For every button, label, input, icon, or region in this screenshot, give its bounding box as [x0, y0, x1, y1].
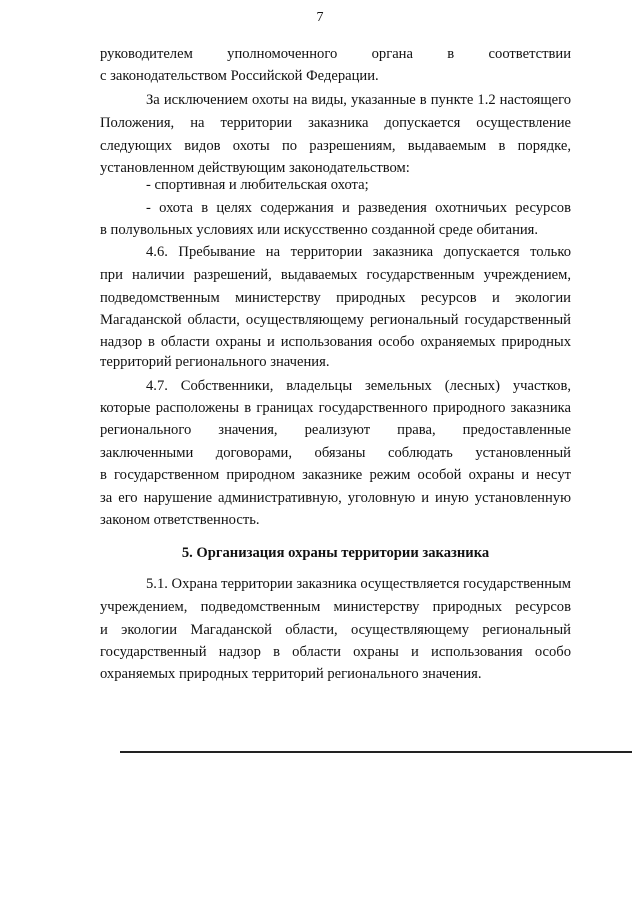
text-line: заключенными договорами, обязаны соблюдать установленный [100, 445, 571, 461]
text-line: с законодательством Российской Федерации. [100, 68, 379, 84]
text-line: 5.1. Охрана территории заказника осуществляется государственным [146, 576, 572, 592]
page-number: 7 [316, 10, 324, 25]
text-line: учреждением, подведомственным министерству природных ресурсов [100, 599, 571, 615]
text-line: 4.6. Пребывание на территории заказника допускается только [146, 244, 571, 260]
text-line: за его нарушение административную, уголовную и иную установленную [100, 490, 571, 506]
text-line: установленном действующим законодательством: [100, 160, 410, 176]
text-line: руководителем уполномоченного органа в соответствии [100, 46, 571, 62]
bottom-rule [120, 751, 632, 753]
section-heading: 5. Организация охраны территории заказника [181, 545, 490, 561]
text-line: при наличии разрешений, выдаваемых государственным учреждением, [100, 267, 571, 283]
text-line: следующих видов охоты по разрешениям, выдаваемым в порядке, [100, 138, 571, 154]
text-line: За исключением охоты на виды, указанные в пункте 1.2 настоящего [146, 92, 571, 108]
text-line: - спортивная и любительская охота; [146, 177, 369, 193]
text-line: в государственном природном заказнике режим особой охраны и несут [100, 467, 571, 483]
text-line: Положения, на территории заказника допускается осуществление [100, 115, 571, 131]
text-line: Магаданской области, осуществляющему региональный государственный [100, 312, 571, 328]
text-line: законом ответственность. [100, 512, 260, 528]
text-line: надзор в области охраны и использования особо охраняемых природных [100, 334, 571, 350]
text-line: подведомственным министерству природных ресурсов и экологии [100, 290, 571, 306]
text-line: государственный надзор в области охраны и использования особо [100, 644, 571, 660]
text-line: - охота в целях содержания и разведения охотничьих ресурсов [146, 200, 571, 216]
text-line: территорий регионального значения. [100, 354, 330, 370]
text-line: в полувольных условиях или искусственно созданной среде обитания. [100, 222, 539, 238]
text-line: регионального значения, реализуют права, предоставленные [100, 422, 571, 438]
text-line: охраняемых природных территорий регионального значения. [100, 666, 482, 682]
text-line: 4.7. Собственники, владельцы земельных (лесных) участков, [146, 378, 571, 394]
text-line: которые расположены в границах государственного природного заказника [100, 400, 571, 416]
text-line: и экологии Магаданской области, осуществляющему региональный [100, 622, 571, 638]
